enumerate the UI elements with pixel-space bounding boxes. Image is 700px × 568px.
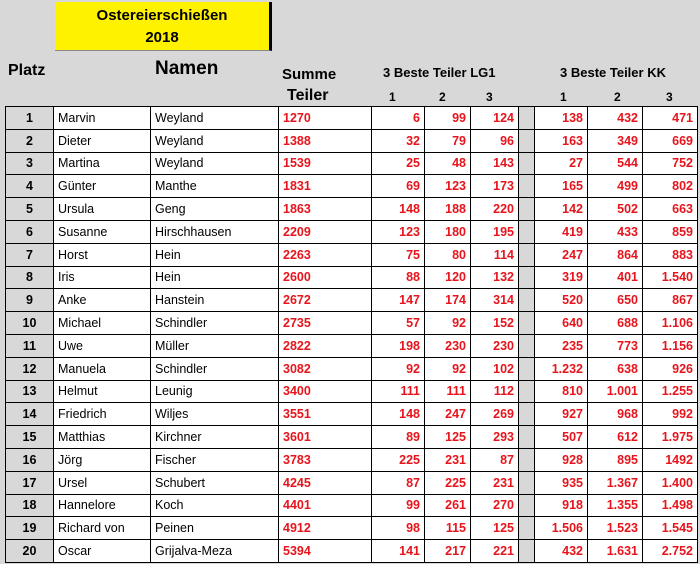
kk-value-3: 1.545 [643, 517, 698, 540]
total-cell: 4245 [279, 471, 372, 494]
first-name-cell: Friedrich [54, 403, 151, 426]
lg1-value-1: 92 [372, 357, 425, 380]
total-cell: 1863 [279, 198, 372, 221]
kk-value-2: 544 [588, 152, 643, 175]
header-namen: Namen [155, 58, 219, 79]
last-name-cell: Fischer [151, 448, 279, 471]
total-cell: 2263 [279, 243, 372, 266]
header-kk-col-1: 1 [560, 90, 567, 104]
rank-cell: 9 [6, 289, 54, 312]
total-cell: 2822 [279, 334, 372, 357]
kk-value-2: 688 [588, 312, 643, 335]
header-lg1-col-2: 2 [439, 90, 446, 104]
kk-value-3: 1.498 [643, 494, 698, 517]
kk-value-2: 968 [588, 403, 643, 426]
first-name-cell: Günter [54, 175, 151, 198]
last-name-cell: Kirchner [151, 426, 279, 449]
rank-cell: 12 [6, 357, 54, 380]
rank-cell: 13 [6, 380, 54, 403]
lg1-value-2: 123 [425, 175, 471, 198]
lg1-value-3: 220 [471, 198, 519, 221]
kk-value-2: 612 [588, 426, 643, 449]
rank-cell: 16 [6, 448, 54, 471]
total-cell: 2672 [279, 289, 372, 312]
lg1-value-3: 314 [471, 289, 519, 312]
lg1-value-1: 198 [372, 334, 425, 357]
kk-value-2: 433 [588, 220, 643, 243]
first-name-cell: Martina [54, 152, 151, 175]
last-name-cell: Weyland [151, 152, 279, 175]
lg1-value-3: 152 [471, 312, 519, 335]
event-year: 2018 [145, 29, 179, 46]
last-name-cell: Schubert [151, 471, 279, 494]
kk-value-2: 1.367 [588, 471, 643, 494]
lg1-value-1: 69 [372, 175, 425, 198]
header-lg1: 3 Beste Teiler LG1 [383, 65, 496, 80]
kk-value-1: 419 [535, 220, 588, 243]
kk-value-1: 319 [535, 266, 588, 289]
rank-cell: 4 [6, 175, 54, 198]
header-kk: 3 Beste Teiler KK [560, 65, 666, 80]
kk-value-3: 859 [643, 220, 698, 243]
table-row [6, 198, 698, 221]
lg1-value-1: 99 [372, 494, 425, 517]
kk-value-3: 802 [643, 175, 698, 198]
total-cell: 4912 [279, 517, 372, 540]
kk-value-2: 432 [588, 107, 643, 130]
kk-value-3: 883 [643, 243, 698, 266]
first-name-cell: Ursula [54, 198, 151, 221]
column-gap [519, 494, 535, 517]
column-gap [519, 152, 535, 175]
lg1-value-3: 230 [471, 334, 519, 357]
rank-cell: 10 [6, 312, 54, 335]
lg1-value-2: 115 [425, 517, 471, 540]
first-name-cell: Oscar [54, 540, 151, 563]
rank-cell: 7 [6, 243, 54, 266]
first-name-cell: Iris [54, 266, 151, 289]
kk-value-3: 2.752 [643, 540, 698, 563]
total-cell: 3783 [279, 448, 372, 471]
kk-value-2: 1.631 [588, 540, 643, 563]
total-cell: 1539 [279, 152, 372, 175]
table-row [6, 517, 698, 540]
column-gap [519, 312, 535, 335]
lg1-value-1: 111 [372, 380, 425, 403]
lg1-value-2: 48 [425, 152, 471, 175]
lg1-value-3: 114 [471, 243, 519, 266]
last-name-cell: Weyland [151, 107, 279, 130]
kk-value-3: 663 [643, 198, 698, 221]
last-name-cell: Peinen [151, 517, 279, 540]
kk-value-3: 1.156 [643, 334, 698, 357]
kk-value-1: 163 [535, 129, 588, 152]
lg1-value-1: 147 [372, 289, 425, 312]
lg1-value-3: 96 [471, 129, 519, 152]
lg1-value-1: 123 [372, 220, 425, 243]
table-row [6, 107, 698, 130]
rank-cell: 3 [6, 152, 54, 175]
first-name-cell: Richard von [54, 517, 151, 540]
lg1-value-2: 231 [425, 448, 471, 471]
kk-value-3: 1.400 [643, 471, 698, 494]
first-name-cell: Ursel [54, 471, 151, 494]
lg1-value-1: 6 [372, 107, 425, 130]
last-name-cell: Grijalva-Meza [151, 540, 279, 563]
table-row [6, 129, 698, 152]
kk-value-3: 1.540 [643, 266, 698, 289]
kk-value-1: 165 [535, 175, 588, 198]
lg1-value-3: 270 [471, 494, 519, 517]
rank-cell: 8 [6, 266, 54, 289]
kk-value-1: 927 [535, 403, 588, 426]
lg1-value-1: 148 [372, 403, 425, 426]
column-gap [519, 540, 535, 563]
column-gap [519, 266, 535, 289]
lg1-value-3: 293 [471, 426, 519, 449]
column-gap [519, 357, 535, 380]
kk-value-1: 935 [535, 471, 588, 494]
lg1-value-1: 141 [372, 540, 425, 563]
lg1-value-2: 230 [425, 334, 471, 357]
total-cell: 3601 [279, 426, 372, 449]
total-cell: 2600 [279, 266, 372, 289]
kk-value-3: 1492 [643, 448, 698, 471]
kk-value-1: 247 [535, 243, 588, 266]
table-row [6, 266, 698, 289]
kk-value-3: 992 [643, 403, 698, 426]
kk-value-1: 507 [535, 426, 588, 449]
lg1-value-2: 247 [425, 403, 471, 426]
lg1-value-1: 148 [372, 198, 425, 221]
kk-value-1: 142 [535, 198, 588, 221]
lg1-value-2: 99 [425, 107, 471, 130]
lg1-value-1: 87 [372, 471, 425, 494]
lg1-value-3: 221 [471, 540, 519, 563]
lg1-value-3: 112 [471, 380, 519, 403]
table-row [6, 175, 698, 198]
table-row [6, 243, 698, 266]
column-gap [519, 380, 535, 403]
kk-value-3: 1.975 [643, 426, 698, 449]
rank-cell: 2 [6, 129, 54, 152]
kk-value-1: 27 [535, 152, 588, 175]
last-name-cell: Hein [151, 243, 279, 266]
table-row [6, 334, 698, 357]
first-name-cell: Uwe [54, 334, 151, 357]
first-name-cell: Dieter [54, 129, 151, 152]
column-gap [519, 220, 535, 243]
last-name-cell: Schindler [151, 312, 279, 335]
first-name-cell: Marvin [54, 107, 151, 130]
lg1-value-1: 32 [372, 129, 425, 152]
first-name-cell: Matthias [54, 426, 151, 449]
table-row [6, 357, 698, 380]
rank-cell: 18 [6, 494, 54, 517]
kk-value-3: 1.255 [643, 380, 698, 403]
lg1-value-2: 174 [425, 289, 471, 312]
first-name-cell: Michael [54, 312, 151, 335]
table-row [6, 448, 698, 471]
kk-value-3: 669 [643, 129, 698, 152]
total-cell: 1831 [279, 175, 372, 198]
last-name-cell: Wiljes [151, 403, 279, 426]
kk-value-1: 235 [535, 334, 588, 357]
kk-value-1: 918 [535, 494, 588, 517]
lg1-value-1: 89 [372, 426, 425, 449]
kk-value-1: 432 [535, 540, 588, 563]
last-name-cell: Geng [151, 198, 279, 221]
column-gap [519, 403, 535, 426]
lg1-value-2: 125 [425, 426, 471, 449]
rank-cell: 1 [6, 107, 54, 130]
column-gap [519, 198, 535, 221]
column-gap [519, 448, 535, 471]
lg1-value-1: 88 [372, 266, 425, 289]
header-lg1-col-1: 1 [389, 90, 396, 104]
table-row [6, 289, 698, 312]
header-summe: Summe [282, 66, 337, 83]
kk-value-3: 867 [643, 289, 698, 312]
lg1-value-3: 124 [471, 107, 519, 130]
rank-cell: 17 [6, 471, 54, 494]
kk-value-3: 752 [643, 152, 698, 175]
header-kk-col-3: 3 [666, 90, 673, 104]
lg1-value-3: 269 [471, 403, 519, 426]
first-name-cell: Helmut [54, 380, 151, 403]
kk-value-2: 864 [588, 243, 643, 266]
kk-value-1: 928 [535, 448, 588, 471]
lg1-value-3: 125 [471, 517, 519, 540]
lg1-value-2: 188 [425, 198, 471, 221]
table-row [6, 494, 698, 517]
rank-cell: 14 [6, 403, 54, 426]
last-name-cell: Koch [151, 494, 279, 517]
lg1-value-3: 102 [471, 357, 519, 380]
last-name-cell: Hein [151, 266, 279, 289]
lg1-value-3: 195 [471, 220, 519, 243]
lg1-value-2: 92 [425, 312, 471, 335]
column-gap [519, 289, 535, 312]
table-row [6, 152, 698, 175]
lg1-value-2: 120 [425, 266, 471, 289]
header-kk-col-2: 2 [614, 90, 621, 104]
total-cell: 1388 [279, 129, 372, 152]
lg1-value-2: 92 [425, 357, 471, 380]
lg1-value-1: 225 [372, 448, 425, 471]
kk-value-1: 1.232 [535, 357, 588, 380]
total-cell: 2735 [279, 312, 372, 335]
lg1-value-2: 217 [425, 540, 471, 563]
first-name-cell: Horst [54, 243, 151, 266]
total-cell: 3551 [279, 403, 372, 426]
lg1-value-1: 98 [372, 517, 425, 540]
kk-value-1: 1.506 [535, 517, 588, 540]
column-gap [519, 426, 535, 449]
total-cell: 4401 [279, 494, 372, 517]
lg1-value-3: 143 [471, 152, 519, 175]
kk-value-2: 1.523 [588, 517, 643, 540]
kk-value-2: 650 [588, 289, 643, 312]
column-gap [519, 243, 535, 266]
header-platz: Platz [8, 62, 46, 79]
table-row [6, 312, 698, 335]
kk-value-1: 640 [535, 312, 588, 335]
lg1-value-2: 79 [425, 129, 471, 152]
kk-value-2: 499 [588, 175, 643, 198]
results-table [5, 106, 698, 563]
kk-value-2: 773 [588, 334, 643, 357]
table-row [6, 426, 698, 449]
total-cell: 1270 [279, 107, 372, 130]
rank-cell: 11 [6, 334, 54, 357]
kk-value-2: 638 [588, 357, 643, 380]
kk-value-2: 1.355 [588, 494, 643, 517]
first-name-cell: Susanne [54, 220, 151, 243]
column-gap [519, 334, 535, 357]
table-row [6, 220, 698, 243]
column-gap [519, 517, 535, 540]
table-row [6, 403, 698, 426]
last-name-cell: Hanstein [151, 289, 279, 312]
lg1-value-3: 132 [471, 266, 519, 289]
event-title-box [55, 2, 272, 51]
header-lg1-col-3: 3 [486, 90, 493, 104]
kk-value-1: 138 [535, 107, 588, 130]
column-gap [519, 129, 535, 152]
kk-value-2: 1.001 [588, 380, 643, 403]
total-cell: 5394 [279, 540, 372, 563]
kk-value-2: 895 [588, 448, 643, 471]
last-name-cell: Weyland [151, 129, 279, 152]
lg1-value-1: 57 [372, 312, 425, 335]
last-name-cell: Schindler [151, 357, 279, 380]
last-name-cell: Leunig [151, 380, 279, 403]
first-name-cell: Jörg [54, 448, 151, 471]
rank-cell: 19 [6, 517, 54, 540]
lg1-value-1: 75 [372, 243, 425, 266]
lg1-value-3: 231 [471, 471, 519, 494]
column-gap [519, 107, 535, 130]
lg1-value-2: 80 [425, 243, 471, 266]
event-title: Ostereierschießen [96, 7, 228, 24]
first-name-cell: Anke [54, 289, 151, 312]
kk-value-3: 926 [643, 357, 698, 380]
rank-cell: 20 [6, 540, 54, 563]
results-body [6, 107, 698, 563]
first-name-cell: Hannelore [54, 494, 151, 517]
last-name-cell: Manthe [151, 175, 279, 198]
lg1-value-3: 87 [471, 448, 519, 471]
table-row [6, 471, 698, 494]
total-cell: 2209 [279, 220, 372, 243]
lg1-value-3: 173 [471, 175, 519, 198]
lg1-value-2: 225 [425, 471, 471, 494]
rank-cell: 6 [6, 220, 54, 243]
total-cell: 3082 [279, 357, 372, 380]
table-row [6, 540, 698, 563]
table-row [6, 380, 698, 403]
kk-value-2: 349 [588, 129, 643, 152]
kk-value-2: 502 [588, 198, 643, 221]
lg1-value-2: 180 [425, 220, 471, 243]
rank-cell: 5 [6, 198, 54, 221]
column-gap [519, 471, 535, 494]
kk-value-3: 471 [643, 107, 698, 130]
kk-value-1: 810 [535, 380, 588, 403]
lg1-value-2: 111 [425, 380, 471, 403]
lg1-value-2: 261 [425, 494, 471, 517]
last-name-cell: Müller [151, 334, 279, 357]
column-gap [519, 175, 535, 198]
last-name-cell: Hirschhausen [151, 220, 279, 243]
kk-value-3: 1.106 [643, 312, 698, 335]
rank-cell: 15 [6, 426, 54, 449]
kk-value-1: 520 [535, 289, 588, 312]
first-name-cell: Manuela [54, 357, 151, 380]
kk-value-2: 401 [588, 266, 643, 289]
header-teiler: Teiler [287, 87, 329, 104]
total-cell: 3400 [279, 380, 372, 403]
lg1-value-1: 25 [372, 152, 425, 175]
